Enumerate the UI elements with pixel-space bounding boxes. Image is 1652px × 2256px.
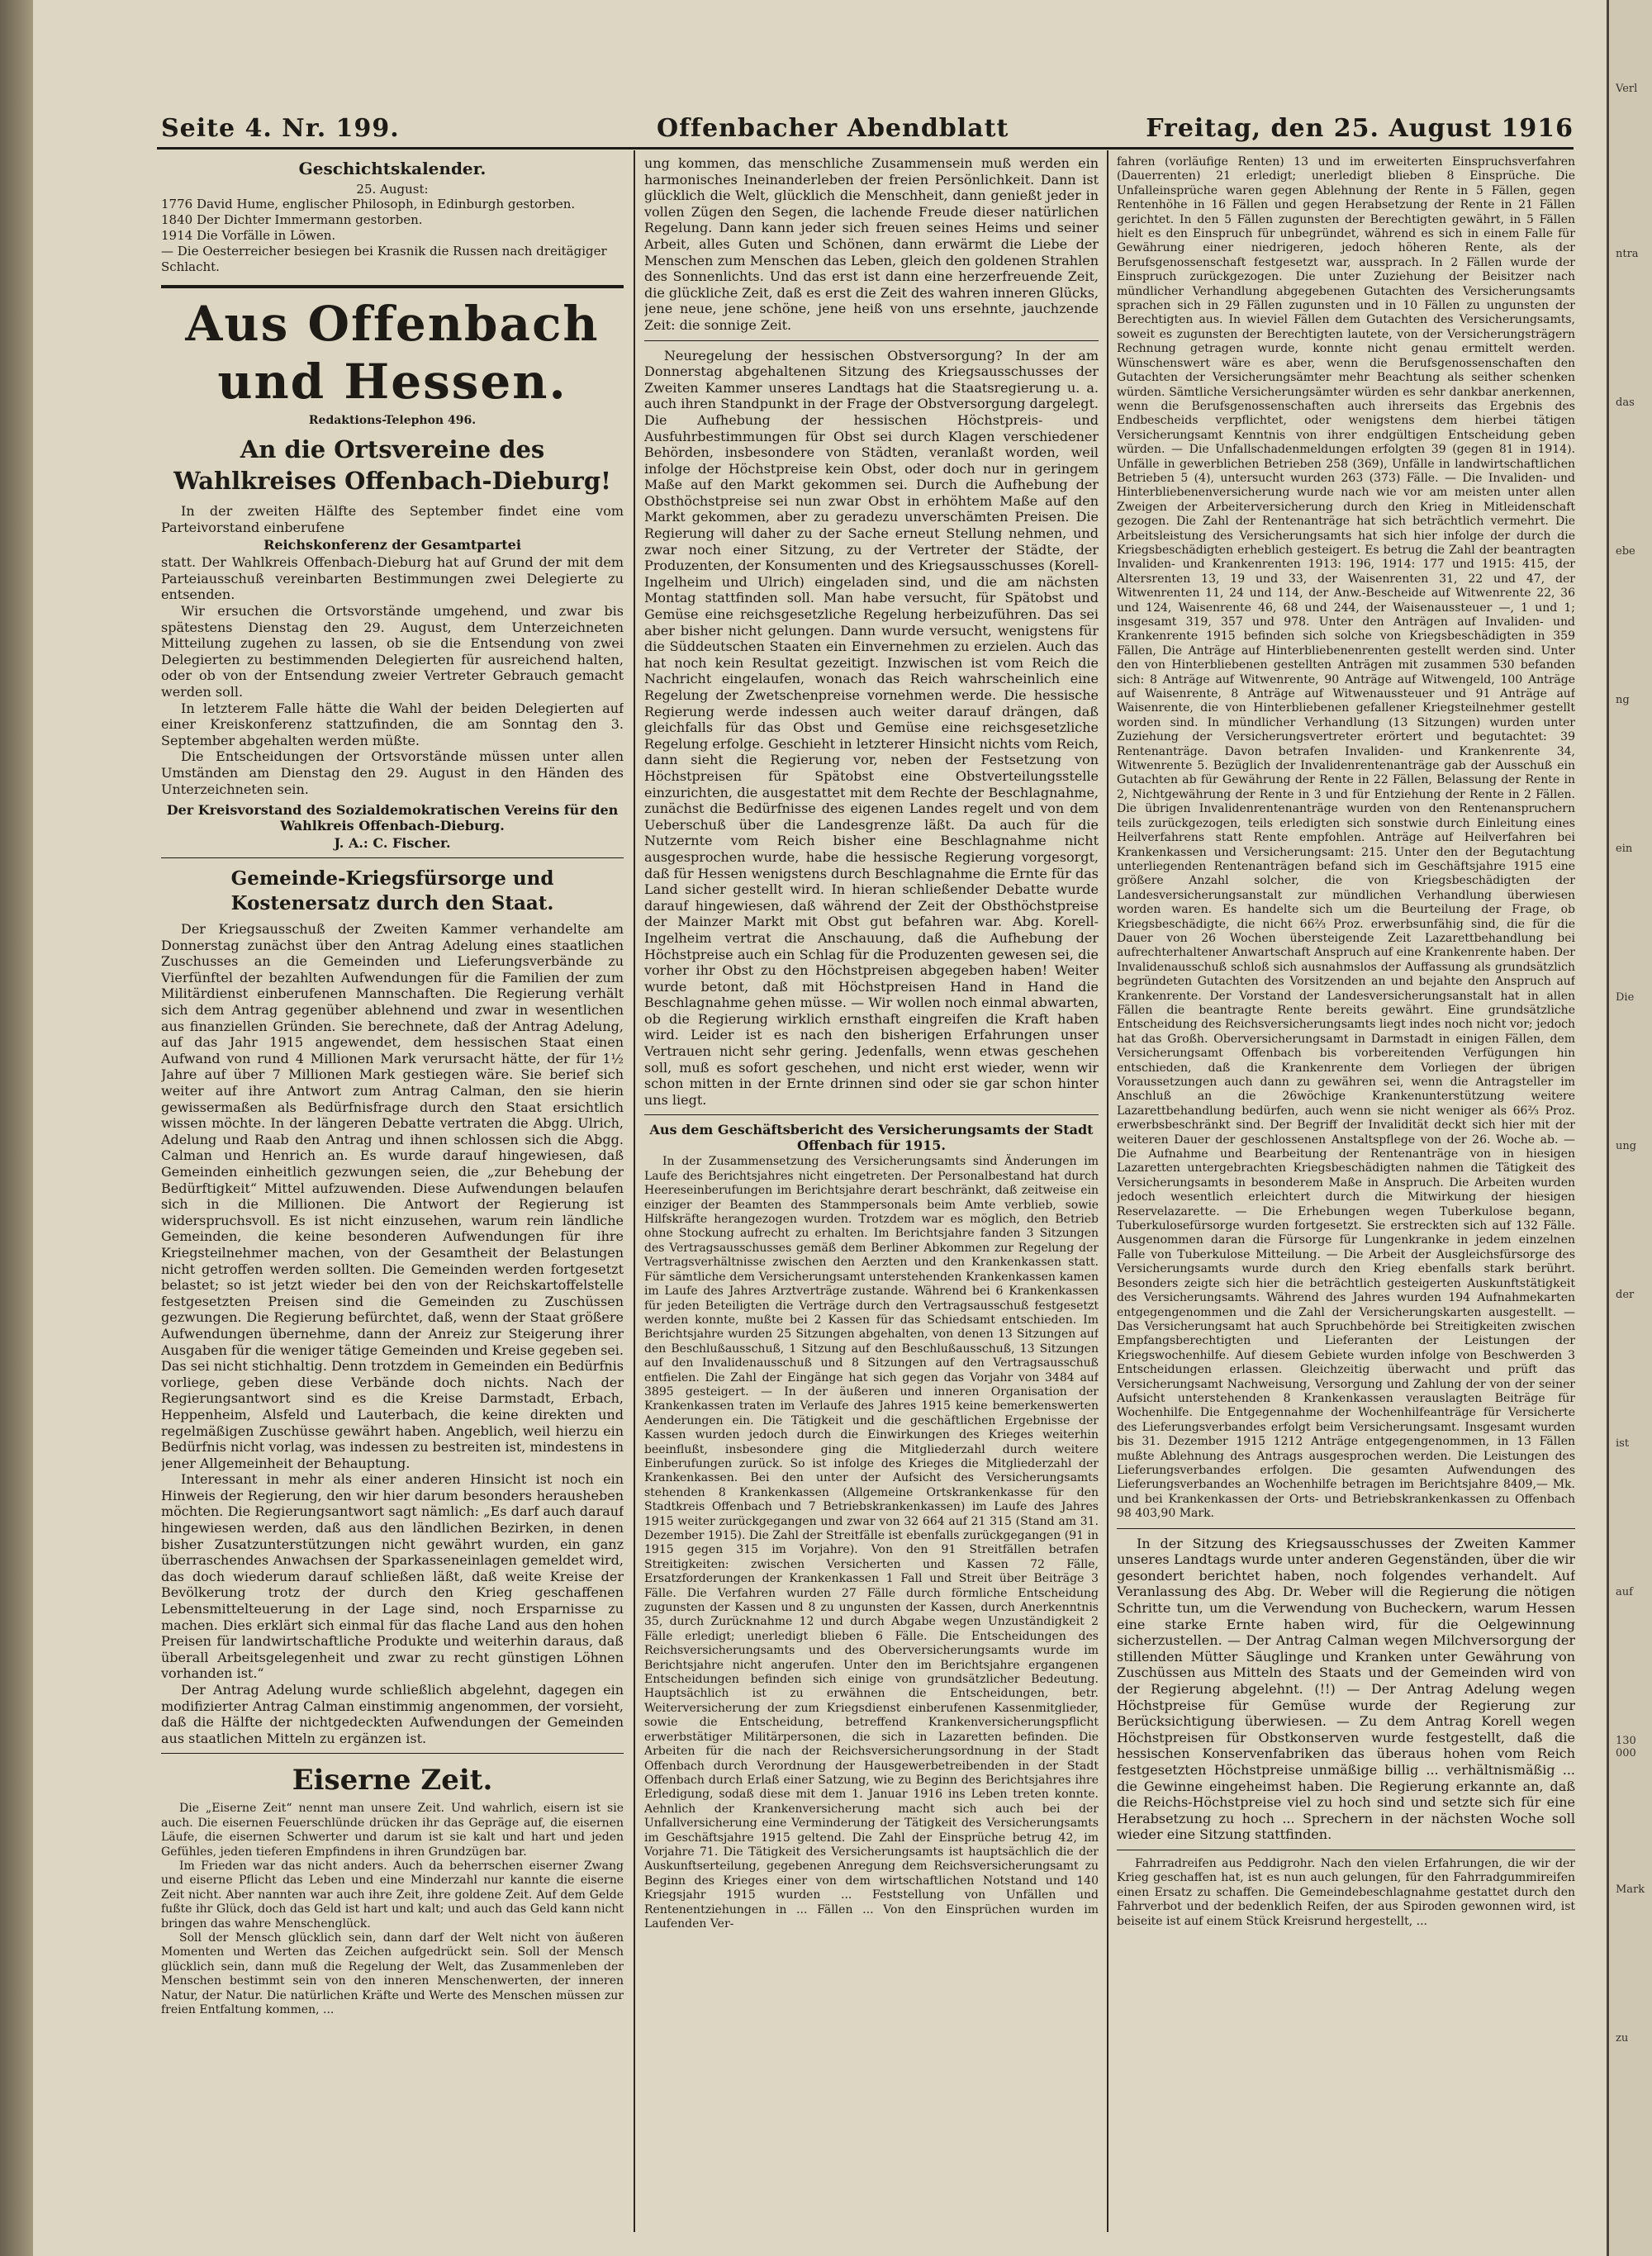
masthead — [161, 114, 1574, 147]
fragment-text: ein — [1616, 843, 1633, 855]
adjacent-page-edge — [1607, 0, 1652, 2256]
issue-date: Freitag, den 25. August 1916 — [1146, 114, 1574, 143]
divider — [161, 1753, 624, 1754]
article-paragraph: Interessant in mehr als einer anderen Hinsicht ist noch ein Hinweis der Regierung, den wir hier darum besonders herausheben möchten. Die Regierungsantwort sagt nämlich: „Es darf auch darauf hingewiesen werden, daß aus den ländlichen Bezirken, in denen bisher Zusatzunterstützungen nicht gewährt wurden, ein ganz überraschendes Anwachsen der Sparkasseneinlagen gemeldet wird, das doch wiederum darauf schließen läßt, daß weite Kreise der Bevölkerung trotz der durch den Krieg geschaffenen Lebensmittelteuerung in der Lage sind, noch Ersparnisse zu machen. Dies erklärt sich einmal für das flache Land aus den hohen Preisen für landwirtschaftliche Produkte und weiterhin daraus, daß überall Arbeitsgelegenheit und zwar zu recht günstigen Löhnen vorhanden ist.“ — [161, 1471, 624, 1682]
appeal-paragraph: statt. Der Wahlkreis Offenbach-Dieburg hat auf Grund der mit dem Parteiausschuß vereinbarten Bestimmungen zwei Delegierte zu entsenden. — [161, 554, 624, 603]
fragment-text: ng — [1616, 694, 1630, 706]
fragment-text: ung — [1616, 1140, 1637, 1152]
fragment-text: ist — [1616, 1437, 1630, 1450]
editorial-phone: Redaktions-Telephon 496. — [308, 414, 477, 427]
header-rule — [157, 147, 1574, 150]
appeal-conference: Reichskonferenz der Gesamtpartei — [263, 537, 521, 553]
divider — [161, 857, 624, 858]
article-paragraph: Der Kriegsausschuß der Zweiten Kammer verhandelte am Donnerstag zunächst über den Antrag Adelung eines staatlichen Zuschusses an die Gemeinden und Lieferungsverbände zu Vierfünftel der bezahlten Aufwendungen für die Familien der zum Militärdienst einberufenen Mannschaften. Die Regierung verhält sich dem Antrag gegenüber ablehnend und zwar in wesentlichen aus finanziellen Gründen. Sie berechnete, daß der Antrag Adelung, auf das Jahr 1915 angewendet, dem hessischen Staat einen Aufwand von rund 4 Millionen Mark verursacht hätte, der für 1½ Jahre auf über 7 Millionen Mark gestiegen wäre. Sie berief sich weiter auf ihre Antwort zum Antrag Calman, den sie hierin gewissermaßen als Bedürfnisfrage durch den Staat ersichtlich wissen möchte. In der längeren Debatte vertraten die Abgg. Ulrich, Adelung und Raab den Antrag und ihnen schlossen sich die Abgg. Calman und Henrich an. Es wurde darauf hingewiesen, daß Gemeinden einheitlich gezwungen seien, die „zur Behebung der Bedürftigkeit“ Mittel aufzuwenden. Diese Aufwendungen belaufen sich in die Millionen. Die Antwort der Regierung ist widerspruchsvoll. Es ist nicht einzusehen, warum rein ländliche Gemeinden, die keine besonderen Aufwendungen für ihre Kriegsteilnehmer machen, von der Gesamtheit der Belastungen nicht getroffen werden sollten. Die Gemeinden werden fortgesetzt belastet; so ist jetzt wieder bei den von der Reichskartoffelstelle festgesetzten Preisen sind die Gemeinden zu Zuschüssen gezwungen. Die Regierung befürchtet, daß, wenn der Staat größere Aufwendungen übernehme, dann der Anreiz zur Steigerung ihrer Ausgaben für die weniger tätige Gemeinden und Kreise gegeben sei. Das sei nicht stichhaltig. Denn trotzdem in Gemeinden ein Bedürfnis vorliege, geben diese Verbände doch nichts. Nach der Regierungsantwort sind es die Kreise Darmstadt, Erbach, Heppenheim, Alsfeld und Lauterbach, die keine direkten und regelmäßigen Zuschüsse gewährt haben. Angeblich, weil hierzu ein Bedürfnis nicht vorlag, was indessen zu bestreiten ist, mindestens in jener Allgemeinheit der Behauptung. — [161, 921, 624, 1471]
appeal-paragraph: Die Entscheidungen der Ortsvorstände müssen unter allen Umständen am Dienstag den 29. August in den Händen des Unterzeichneten sein. — [161, 748, 624, 797]
article-paragraph: Der Antrag Adelung wurde schließlich abgelehnt, dagegen ein modifizierter Antrag Calman einstimmig angenommen, der vorsieht, daß die Hälfte der nichtgedeckten Aufwendungen der Gemeinden aus staatlichen Mitteln zu ergänzen ist. — [161, 1682, 624, 1746]
calendar-item: 1914 Die Vorfälle in Löwen. — [161, 228, 336, 243]
calendar-item: — Die Oesterreicher besiegen bei Krasnik die Russen nach dreitägiger Schlacht. — [161, 244, 607, 274]
appeal-paragraph: In der zweiten Hälfte des September findet eine vom Parteivorstand einberufene — [161, 503, 624, 535]
fahrradreifen-article: Fahrradreifen aus Peddigrohr. Nach den vielen Erfahrungen, die wir der Krieg geschaffen hat, ist es nun auch gelungen, für den Fahrradgummireifen einen Ersatz zu schaffen. Die Gemeindebeschlagnahme gestattet durch den Fahrverbot und der bedenklich Reifen, der aus Spiroden gewonnen wird, ist beiseite ist auf einem Stück Kreisrund hergestellt, ... — [1117, 1856, 1575, 1928]
fragment-text: Verl — [1616, 83, 1638, 95]
newspaper-page — [33, 0, 1607, 2256]
calendar-date: 25. August: — [356, 182, 429, 197]
divider — [644, 1114, 1099, 1115]
newspaper-name: Offenbacher Abendblatt — [657, 114, 1009, 143]
appeal-paragraph: In letzterem Falle hätte die Wahl der beiden Delegierten auf einer Kreiskonferenz stattzufinden, die am Sonntag den 3. September abgehalten werden müßte. — [161, 700, 624, 748]
page-number: Seite 4. Nr. 199. — [161, 114, 400, 143]
column-2 — [644, 150, 1099, 2240]
appeal-signature: Der Kreisvorstand des Sozialdemokratischen Vereins für den Wahlkreis Offenbach-Dieburg. — [166, 802, 619, 834]
section-headline: Aus Offenbach und Hessen. — [185, 296, 600, 410]
versicherungsamt-continued: fahren (vorläufige Renten) 13 und im erweiterten Einspruchsverfahren (Dauerrenten) 21 erledigt; unerledigt blieben 8 Einsprüche. Die Unfalleinsprüche waren gegen Ablehnung der Rente in 5 Fällen, gegen Rentenhöhe in 16 Fällen und gegen Herabsetzung der Rente in 21 Fällen gerichtet. In den 5 Fällen zugunsten der Berechtigten gewährt, in 5 Fällen hielt es den Einspruch für unbegründet, während es sich in einem Falle für Gewährung einer niedrigeren, jedoch höheren Rente, als der Berufsgenossenschaft festgesetzt war, aussprach. In 2 Fällen wurde der Einspruch zurückgezogen. Die unter Zuziehung der Beisitzer nach mündlicher Verhandlung abgegebenen Gutachten des Versicherungsamts sprachen sich in 29 Fällen zugunsten und in 10 Fällen zu ungunsten der Berechtigten aus. In wieviel Fällen dem Gutachten des Versicherungsamts, soweit es zugunsten der Berechtigten lautete, von der Versicherungsträgern Rechnung getragen wurde, konnte nicht genau ermittelt werden. Wünschenswert wäre es aber, wenn die Berufsgenossenschaften den Gutachten der Versicherungsämter mehr Beachtung als seither schenken würden. Sämtliche Versicherungsämter würden es sehr dankbar anerkennen, wenn die Berufsgenossenschaften auch ihrerseits das Ergebnis des Endbescheids verpflichtet, oder wenigstens dem hierbei tätigen Versicherungsamt Kenntnis von ihrer endgültigen Entscheidung geben würden. — Die Unfallschadenmeldungen erfolgten 39 (gegen 81 in 1914). Unfälle in gewerblichen Betrieben 258 (369), Unfälle in landwirtschaftlichen Betrieben 5 (4), untersucht wurden 263 (373) Fälle. — Die Invaliden- und Hinterbliebenenversicherung wurde nach wie vor am meisten unter allen Zweigen der Arbeiterversicherung durch den Krieg in Mitleidenschaft gezogen. Die Zahl der Rentenanträge hat sich beträchtlich vermehrt. Die Arbeitsleistung des Versicherungsamts hat sich hier infolge der durch die Kriegsbeschädigten erheblich gesteigert. Es betrug die Zahl der beantragten Invaliden- und Krankenrenten 1913: 196, 1914: 177 und 1915: 415, der Altersrenten 13, 19 und 33, der Waisenrenten 31, 22 und 47, der Witwenrenten 11, 24 und 114, der Anw.-Bescheide auf Witwenrente 22, 36 und 124, Waisenrente 46, 68 und 244, der Waisenaussteuer —, 1 und 1; insgesamt 319, 357 und 978. Unter den Anträgen auf Invaliden- und Krankenrente 1915 befinden sich solche von Kriegsbeschädigten in 359 Fällen, Die Anträge auf Hinterbliebenenrenten gestellt werden sind. Unter den von Hinterbliebenen gestellten Anträgen mit zusammen 530 befanden sich: 8 Anträge auf Witwenrente, 90 Anträge auf Witwengeld, 100 Anträge auf Waisenrente, 8 Anträge auf Witwenaussteuer und 91 Anträge auf Waisenrente, die von Hinterbliebenen gefallener Kriegsteilnehmer gestellt worden sind. In mündlicher Verhandlung (13 Sitzungen) wurden unter Zuziehung der Versicherungsvertreter erörtert und begutachtet: 39 Rentenanträge. Davon betrafen Invaliden- und Krankenrente 34, Witwenrente 5. Bezüglich der Invalidenrentenanträge gab der Ausschuß ein Gutachten ab für Gewährung der Rente in 22 Fällen, Belassung der Rente in 2, Nichtgewährung der Rente in 3 und für Entziehung der Rente in 2 Fällen. Die übrigen Invalidenrentenanträge wurden von den Rentenanspruchern teils zurückgezogen, teils erledigten sich sonstwie durch Einleitung eines Heilverfahrens statt Rente empfohlen. Anträge auf Heilverfahren bei Krankenkassen und Versicherungsamt: 215. Unter den der Begutachtung unterliegenden Rentenanträgen befand sich im Geschäftsjahre 1915 eine größere Anzahl solcher, die von Kriegsbeschädigten der Landesversicherungsanstalt zur mündlichen Verhandlung überwiesen worden waren. Es handelte sich um die Beurteilung der Frage, ob Kriegsbeschädigte, die nicht 66⅔ Proz. erwerbsunfähig sind, die für die Dauer von 26 Wochen übersteigende Zeit Lazarettbehandlung bei aufrechterhaltener Anwartschaft Anspruch auf eine Krankenrente haben. Der Invalidenausschuß schloß sich ausnahmslos der Auffassung als grundsätzlich begründeten Gutachten des Vorsitzenden an und bejahte den Anspruch auf Krankenrente. Der Vorstand der Landesversicherungsanstalt hat in allen Fällen die beantragte Rente bereits gewährt. Eine grundsätzliche Entscheidung des Reichsversicherungsamts liegt indes noch nicht vor; jedoch hat das Großh. Oberversicherungsamt in Darmstadt in einigen Fällen, dem Versicherungsamt Offenbach bis vorbereitenden Verfügungen hin entschieden, daß die Krankenrente dem Vorliegen der übrigen Voraussetzungen auch dann zu gewähren sei, wenn die Antragsteller im Anschluß an die 26wöchige Krankenunterstützung weitere Lazarettbehandlung bedürfen, auch wenn sie nicht weniger als 66⅔ Proz. erwerbsbeschränkt sind. Der Begriff der Invalidität deckt sich hier mit der weiteren Dauer der geschlossenen Anstaltspflege von der 26. Woche ab. — Die Aufnahme und Bearbeitung der Rentenanträge von in hiesigen Lazaretten untergebrachten Kriegsbeschädigten nahmen die Tätigkeit des Versicherungsamts in besonderem Maße in Anspruch. Die Arbeiten wurden jedoch wesentlich erleichtert durch die Mitwirkung der hiesigen Reservelazarette. — Die Erhebungen wegen Tuberkulose begann, Tuberkulosefürsorge wurden fortgesetzt. Sie erstreckten sich auf 132 Fälle. Ausgenommen daran die Fürsorge für Lungenkranke in jedem einzelnen Falle von Tuberkulose Mitteilung. — Die Arbeit der Ausgleichsfürsorge des Versicherungsamts wurde durch den Krieg ebenfalls stark berührt. Besonders zeigte sich hier die beträchtlich gesteigerten Auskunftstätigkeit des Versicherungsamts. Während des Jahres wurden 194 Aufnahmekarten entgegengenommen und die Zahl der Versicherungskarten ausgestellt. — Das Versicherungsamt hat auch Spruchbehörde bei Streitigkeiten zwischen Empfangsberechtigten und Lieferanten der Leistungen der Kriegswochenhilfe. Auf diesem Gebiete wurden infolge von Beschwerden 3 Entscheidungen erlassen. Gleichzeitig überwacht und prüft das Versicherungsamt Nachweisung, Versorgung und Zahlung der von der seiner Aufsicht unterstehenden 8 Krankenkassen verauslagten Beiträge für Wochenhilfe. Die Entgegennahme der Wochenhilfeanträge für Versicherte des Lieferungsverbandes erfolgt beim Versicherungsamt. Insgesamt wurden bis 31. Dezember 1915 1212 Anträge entgegengenommen, in 13 Fällen mußte Ablehnung des Antrags ausgesprochen werden. Die Leistungen des Lieferungsverbandes erfolgen. Die gesamten Aufwendungen des Lieferungsverbandes an Wochenhilfe betragen im Berichtsjahre 8409,— Mk. und bei Krankenkassen der Orts- und Betriebskrankenkassen zu Offenbach 98 403,90 Mark. — [1117, 155, 1575, 1521]
fragment-text: Die — [1616, 991, 1635, 1004]
fragment-text: ntra — [1616, 248, 1639, 260]
column-rule-2 — [1107, 150, 1108, 2232]
divider — [644, 340, 1099, 341]
section-rule — [161, 285, 624, 288]
book-binding — [0, 0, 33, 2256]
fragment-text: auf — [1616, 1586, 1633, 1598]
kriegsfuersorge-headline: Gemeinde-Kriegsfürsorge und Kostenersatz durch den Staat. — [230, 867, 554, 915]
fragment-text: Mark — [1616, 1883, 1645, 1896]
calendar-title: Geschichtskalender. — [298, 159, 487, 178]
versicherungsamt-report: In der Zusammensetzung des Versicherungsamts sind Änderungen im Laufe des Berichtsjahres nicht eingetreten. Der Personalbestand hat durch Heereseinberufungen im Berichtsjahre derart beschränkt, daß zeitweise ein einziger der Beamten des Stammpersonals beim Amte verblieb, sowie Hilfskräfte herangezogen wurden. Trotzdem war es möglich, den Betrieb ohne Stockung aufrecht zu erhalten. Im Berichtsjahre fanden 3 Sitzungen des Vertragsausschusses gemäß dem Berliner Abkommen zur Regelung der Vertragsverhältnisse zwischen den Aerzten und den Krankenkassen statt. Für sämtliche dem Versicherungsamt unterstehenden Krankenkassen kamen im Laufe des Jahres Arztverträge zustande. Während bei 6 Krankenkassen für jeden Beteiligten die Verträge durch den Vertragsausschuß festgesetzt werden konnte, mußte bei 2 Kassen für das Schiedsamt entschieden. Im Berichtsjahre wurden 25 Sitzungen abgehalten, von denen 13 Sitzungen auf den Beschlußausschuß, 1 Sitzung auf den Beschlußausschuß, 13 Sitzungen auf den Invalidenausschuß und 8 Sitzungen auf den Vertragsausschuß entfielen. Die Zahl der Eingänge hat sich gegen das Vorjahr von 3484 auf 3895 gesteigert. — In der äußeren und inneren Organisation der Krankenkassen traten im Verlaufe des Jahres 1915 keine bemerkenswerten Aenderungen ein. Die Tätigkeit und die geschäftlichen Ergebnisse der Kassen wurden jedoch durch die Einwirkungen des Krieges weiterhin beeinflußt, insbesondere ging die Mitgliederzahl durch weitere Einberufungen zurück. So ist infolge des Krieges die Mitgliederzahl der Krankenkassen. Bei den unter der Aufsicht des Versicherungsamts stehenden 8 Krankenkassen (Allgemeine Ortskrankenkasse für den Stadtkreis Offenbach und 7 Betriebskrankenkassen) im Laufe des Jahres 1915 weiter zurückgegangen und zwar von 32 664 auf 21 315 (Stand am 31. Dezember 1915). Die Zahl der Streitfälle ist ebenfalls zurückgegangen (91 in 1915 gegen 315 im Vorjahre). Von den 91 Streitfällen betrafen Streitigkeiten: zwischen Versicherten und Kassen 72 Fälle, Ersatzforderungen der Krankenkassen 1 Fall und Streit über Beiträge 3 Fälle. Die Verfahren wurden 27 Fälle durch förmliche Entscheidung zugunsten der Kassen und 8 zu ungunsten der Kassen, durch Anerkenntnis 35, durch Zurücknahme 12 und durch Abgabe wegen Unzuständigkeit 2 Fälle erledigt; unerledigt blieben 6 Fälle. Die Entscheidungen des Reichsversicherungsamts und des Oberversicherungsamts wurde im Berichtsjahre nicht angerufen. Unter den im Berichtsjahre ergangenen Entscheidungen befinden sich einige von grundsätzlicher Bedeutung. Hauptsächlich ist zu erwähnen die Entscheidungen, betr. Weiterversicherung der zum Kriegsdienst einberufenen Kassenmitglieder, sowie die Entscheidung, betreffend Krankenversicherungspflicht erwerbstätiger Militärpersonen, die sich in Lazaretten befinden. Die Arbeiten für die nach der Reichsversicherungsordnung in der Stadt Offenbach durch Verordnung der Hausgewerbetreibenden in der Stadt Offenbach durch Erlaß einer Satzung, wie zu Beginn des Berichtsjahres ihre Erledigung, sodaß diese mit dem 1. Januar 1916 ins Leben treten konnte. Aehnlich der Krankenversicherung macht sich auch bei der Unfallversicherung eine Verminderung der Tätigkeit des Versicherungsamts im Geschäftsjahre 1915 geltend. Die Zahl der Einsprüche betrug 42, im Vorjahre 71. Die Tätigkeit des Versicherungsamts ist hauptsächlich die der Auskunftserteilung, gegebenen Anregung dem Reichsversicherungsamt zu Beginn des Krieges einer von dem wirtschaftlichen Notstand und 140 Kriegsjahr 1915 wurden ... Feststellung von Unfällen und Rentenentziehungen in ... Fällen ... Von den Einsprüchen wurden im Laufenden Ver- — [644, 1155, 1099, 1931]
fragment-text: der — [1616, 1289, 1635, 1301]
column-1 — [161, 150, 624, 2240]
calendar-item: 1776 David Hume, englischer Philosoph, in Edinburgh gestorben. — [161, 197, 576, 211]
divider — [1117, 1528, 1575, 1529]
article-paragraph: ung kommen, das menschliche Zusammensein muß werden ein harmonisches Ineinanderleben der freien Persönlichkeit. Dann ist glücklich die Welt, glücklich die Menschheit, dann genießt jeder in vollen Zügen den Segen, die lachende Freude dieser natürlichen Regelung. Dann kann jeder sich freuen seines Heims und seiner Arbeit, alles Guten und Schönen, dann erwärmt die Liebe der Menschen zum Menschen das Leben, gleich den goldenen Strahlen des Sonnenlichts. Und das erst ist dann eine herzerfreuende Zeit, die glückliche Zeit, daß es erst die Zeit des wahren inneren Glücks, jene neue, jene schöne, jene heiß von uns ersehnte, jauchzende Zeit: die sonnige Zeit. — [644, 155, 1099, 333]
eiserne-zeit-headline: Eiserne Zeit. — [292, 1764, 493, 1798]
fragment-text: 130 000 — [1616, 1735, 1636, 1760]
calendar-item: 1840 Der Dichter Immermann gestorben. — [161, 212, 423, 227]
obst-article: Neuregelung der hessischen Obstversorgung? In der am Donnerstag abgehaltenen Sitzung des Kriegsausschusses der Zweiten Kammer unseres Landtags hat die Staatsregierung u. a. auch ihren Standpunkt in der Frage der Obstversorgung dargelegt. Die Aufhebung der hessischen Höchstpreis- und Ausfuhrbestimmungen für Obst sei durch Klagen verschiedener Behörden, insbesondere von Städten, veranlaßt worden, weil infolge der Höchstpreise kein Obst, oder doch nur in geringem Maße auf den Markt gekommen sei. Durch die Aufhebung der Obsthöchstpreise sei nun zwar Obst in erhöhtem Maße auf den Markt gekommen, aber zu geradezu unverschämten Preisen. Die Regierung will daher zu der Sache erneut Stellung nehmen, und zwar noch einer Sitzung, zu der Vertreter der Städte, der Produzenten, der Konsumenten und des Kriegsausschusses (Korell-Ingelheim und Ulrich) eingeladen sind, und die am nächsten Montag stattfinden soll. Man habe versucht, für Spätobst und Gemüse eine reichsgesetzliche Regelung herbeizuführen. Das sei aber bisher nicht gelungen. Dann wurde versucht, wenigstens für die Süddeutschen Staaten ein Einvernehmen zu erzielen. Auch das hat noch kein Resultat gezeitigt. Inzwischen ist vom Reich die Nachricht eingelaufen, wonach das Reich wahrscheinlich eine Regelung der Zwetschenpreise vornehmen werde. Die hessische Regierung werde indessen auch weiter darauf drängen, daß gleichfalls für das Obst und Gemüse eine reichsgesetzliche Regelung erfolge. Geschieht in letzterer Hinsicht nichts vom Reich, dann sieht die Regierung vor, neben der Festsetzung von Höchstpreisen für Spätobst eine Obstverteilungsstelle einzurichten, die ausgestattet mit dem Rechte der Beschlagnahme, zunächst die Bedürfnisse des eigenen Landes regelt und von dem Ueberschuß über die Landesgrenze läßt. Da auch für die Nutzernte vom Reich bisher eine Beschlagnahme nicht ausgesprochen wurde, habe die hessische Regierung vorgesorgt, daß für Hessen wenigstens durch Beschlagnahme die Ernte für das Land sicher gestellt wird. In hieran schließender Debatte wurde darauf hingewiesen, daß während der Zeit der Obsthöchstpreise der Mainzer Markt mit Obst gut befahren war. Abg. Korell-Ingelheim vertrat die Anschauung, daß die Aufhebung der Höchstpreise auch ein Schlag für die Produzenten gewesen sei, die vorher ihr Obst zu den Höchstpreisen abgegeben haben! Weiter wurde betont, daß mit Höchstpreisen Hand in Hand die Beschlagnahme gehen müsse. — Wir wollen noch einmal abwarten, ob die Regierung wirklich ernsthaft eingreifen die Kraft haben wird. Leider ist es nach den bisherigen Erfahrungen unser Vertrauen nicht sehr gering. Jedenfalls, wenn etwas geschehen soll, muß es sofort geschehen, und nicht erst wieder, wenn wir schon mitten in der Ernte drinnen sind oder sie gar schon hinter uns liegt. — [644, 347, 1099, 1108]
appeal-signature-name: J. A.: C. Fischer. — [334, 835, 451, 852]
kammer-article: In der Sitzung des Kriegsausschusses der Zweiten Kammer unseres Landtags wurde unter anderen Gegenständen, über die wir gesondert berichtet haben, noch folgendes verhandelt. Auf Veranlassung des Abg. Dr. Weber will die Regierung die nötigen Schritte tun, um die Verwendung von Bucheckern, warum Hessen eine starke Ernte haben wird, für die Oelgewinnung sicherzustellen. — Der Antrag Calman wegen Milchversorgung der stillenden Mütter Säuglinge und Kranken unter Gewährung von Zuschüssen aus Mitteln des Staats und der Gemeinden wird von der Regierung abgelehnt. (!!) — Der Antrag Adelung wegen Höchstpreise für Gemüse wurde der Regierung zur Berücksichtigung überwiesen. — Zu dem Antrag Korell wegen Höchstpreisen für Obstkonserven wurde festgestellt, daß die hessischen Konservenfabriken das überaus hohen vom Reich festgesetzten Höchstpreise unmäßige billig ... verhältnismäßig ... die Gewinne eingeheimst haben. Die Regierung erkannte an, daß die Reichs-Höchstpreise viel zu hoch sind und setzte sich für eine Herabsetzung zu hoch ... Sprechern in der nächsten Woche soll wieder eine Sitzung stattfinden. — [1117, 1535, 1575, 1843]
article-paragraph: Die „Eiserne Zeit“ nennt man unsere Zeit. Und wahrlich, eisern ist sie auch. Die eisernen Feuerschlünde drücken ihr das Gepräge auf, die eisernen Läufe, die eisernen Schwerter und darum ist sie kalt und hart und jeden Gefühles, jeden tieferen Empfindens in ihren Grundzügen bar. — [161, 1802, 624, 1859]
article-paragraph: Soll der Mensch glücklich sein, dann darf der Welt nicht von äußeren Momenten und Werten das Zeichen aufgedrückt sein. Soll der Mensch glücklich sein, dann muß die Regelung der Welt, das Zusammenleben der Menschen bestimmt sein von den inneren Menschenwerten, der inneren Natur, der Natur. Die natürlichen Kräfte und Werte des Menschen müssen zur freien Entfaltung kommen, ... — [161, 1931, 624, 2017]
article-paragraph: Im Frieden war das nicht anders. Auch da beherrschen eiserner Zwang und eiserne Pflicht das Leben und eine Minderzahl nur kannte die eiserne Zeit nicht. Aber nannten war auch ihre Zeit, ihre goldene Zeit. Auf dem Gelde fußte ihr Glück, doch das Geld ist hart und kalt; und auch das Geld kann nicht bringen das wahre Menschenglück. — [161, 1859, 624, 1931]
fragment-text: zu — [1616, 2032, 1629, 2045]
fragment-text: das — [1616, 397, 1635, 409]
appeal-headline: An die Ortsvereine des Wahlkreises Offenbach-Dieburg! — [173, 435, 611, 495]
fragment-text: ebe — [1616, 545, 1635, 558]
column-3 — [1117, 150, 1575, 2240]
appeal-paragraph: Wir ersuchen die Ortsvorstände umgehend, und zwar bis spätestens Dienstag den 29. August, dem Unterzeichneten Mitteilung zugehen zu lassen, ob sie die Entsendung von zwei Delegierten zu bestimmenden Delegierten für ausreichend halten, oder ob von der Entsendung zweier Vertreter Gebrauch gemacht werden soll. — [161, 602, 624, 700]
versicherungsamt-headline: Aus dem Geschäftsbericht des Versicherungsamts der Stadt Offenbach für 1915. — [649, 1122, 1094, 1154]
column-rule-1 — [634, 150, 635, 2232]
